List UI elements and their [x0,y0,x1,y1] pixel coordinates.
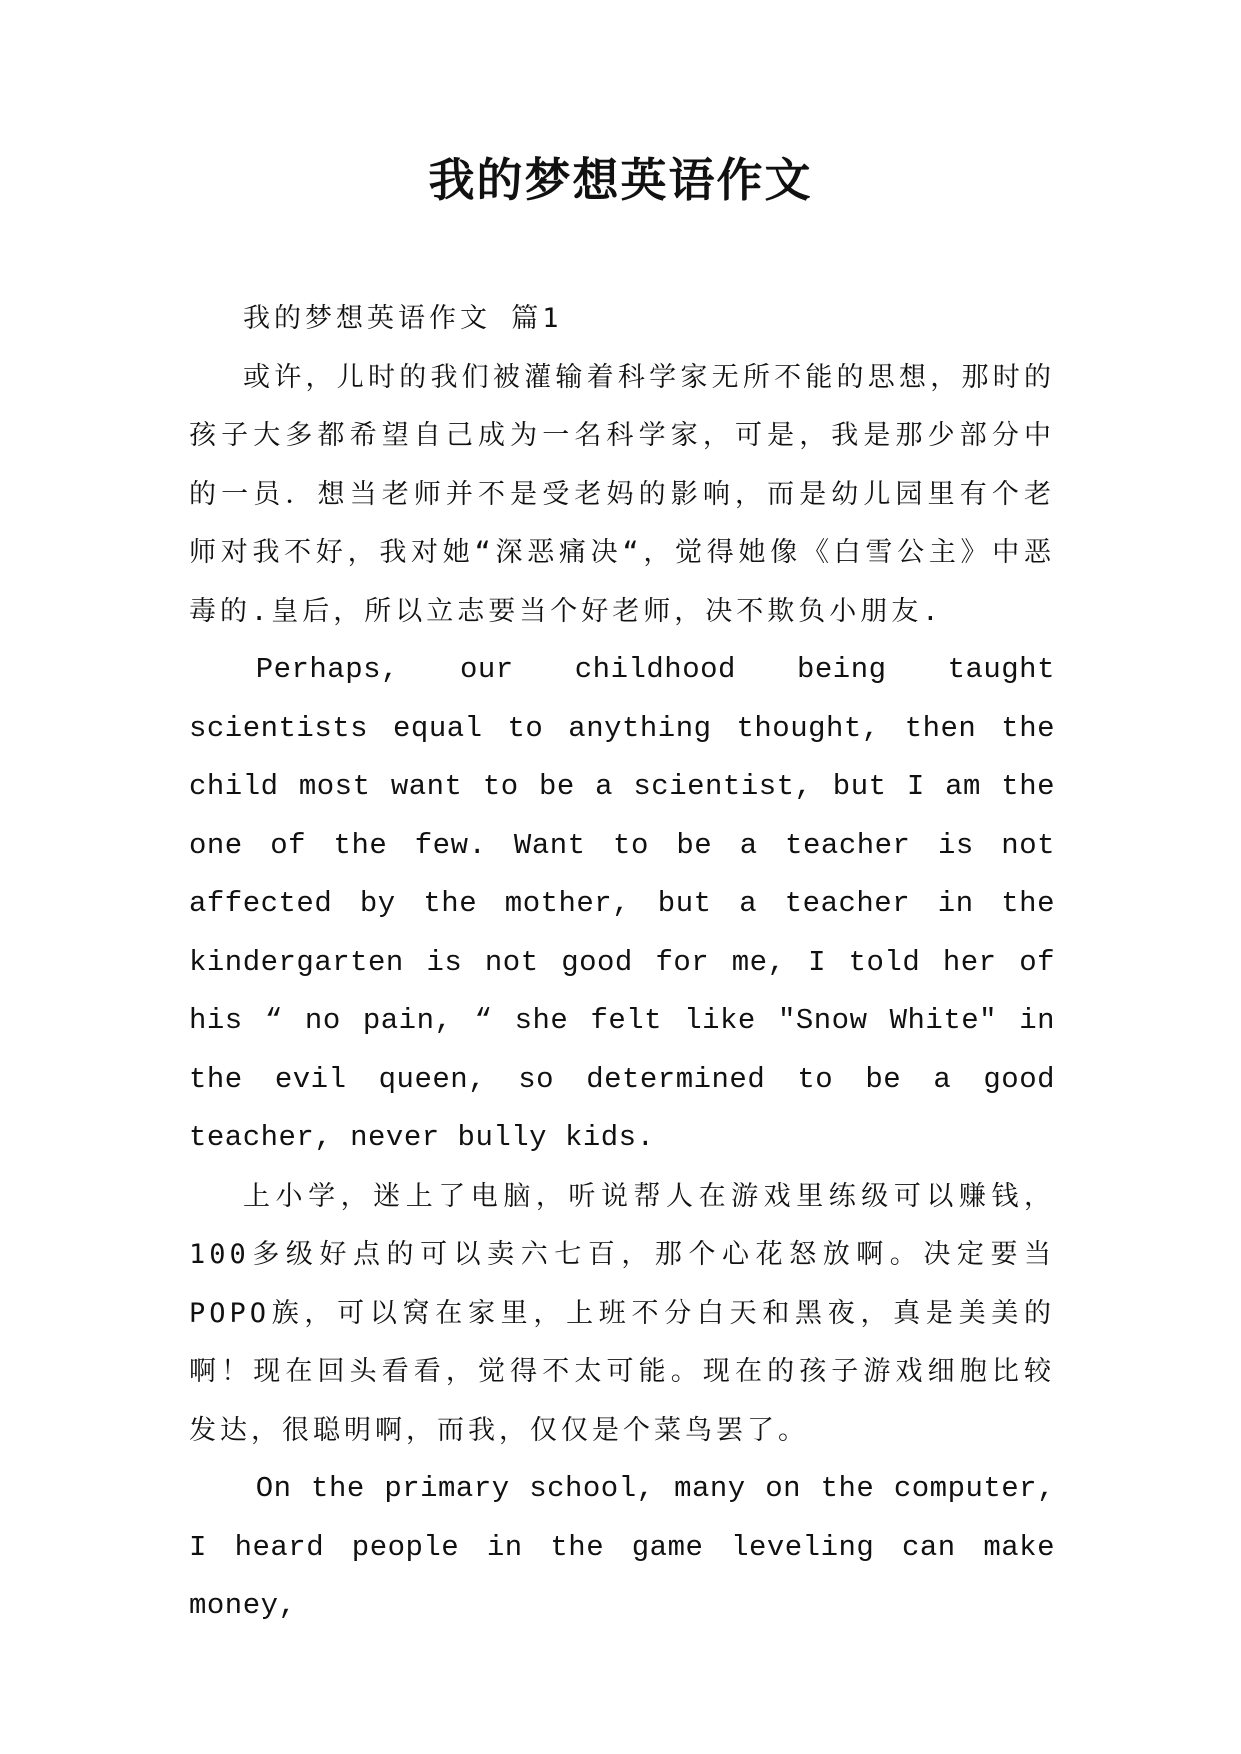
paragraph-cn-2: 上小学，迷上了电脑，听说帮人在游戏里练级可以赚钱，100多级好点的可以卖六七百，那个心花怒放啊。决定要当POPO族，可以窝在家里，上班不分白天和黑夜，真是美美的啊！现在回头看看，觉得不太可能。现在的孩子游戏细胞比较发达，很聪明啊，而我，仅仅是个菜鸟罢了。 [189,1180,1055,1446]
paragraph-en-2: On the primary school, many on the computer, I heard people in the game leveling can make money, [189,1472,1055,1622]
paragraph-cn-1: 或许，儿时的我们被灌输着科学家无所不能的思想，那时的孩子大多都希望自己成为一名科学家，可是，我是那少部分中的一员．想当老师并不是受老妈的影响，而是幼儿园里有个老师对我不好，我对她“深恶痛决“，觉得她像《白雪公主》中恶毒的.皇后，所以立志要当个好老师，决不欺负小朋友. [189,361,1055,627]
section-heading: 我的梦想英语作文 篇1 [243,303,563,334]
document-title: 我的梦想英语作文 [428,153,813,207]
paragraph-en-1: Perhaps, our childhood being taught scientists equal to anything thought, then the child most want to be a scientist, but I am the one of the few. Want to be a teacher is not affected by the mother, but a teacher in the kindergarten is not good for me, I told her of his “ no pain, “ she felt like "Snow White" in the evil queen, so determined to be a good teacher, never bully kids. [189,653,1055,1154]
document-body [189,290,1055,1636]
